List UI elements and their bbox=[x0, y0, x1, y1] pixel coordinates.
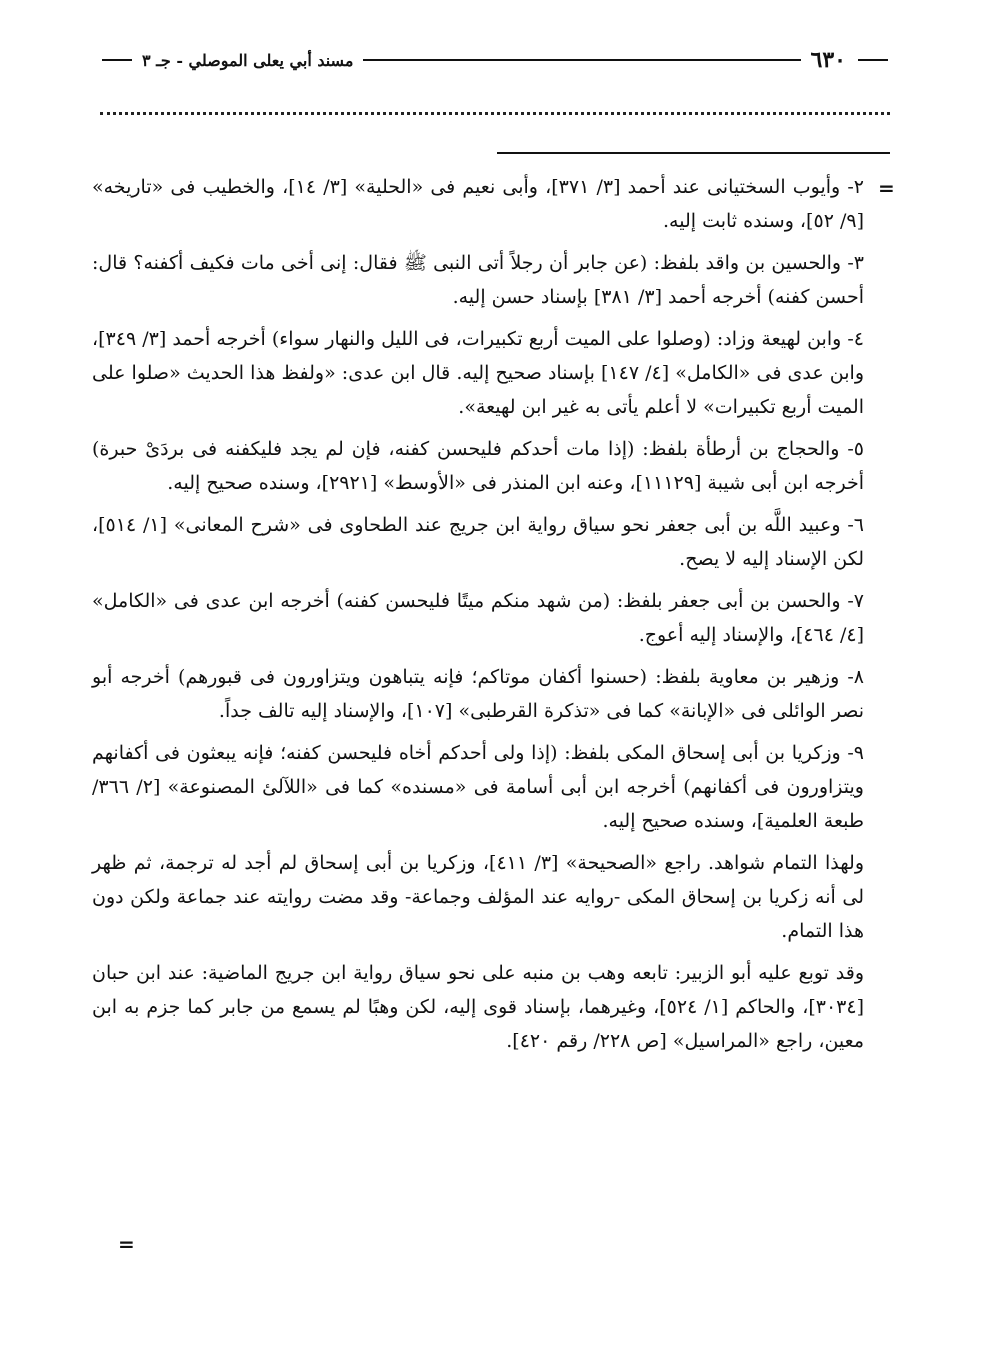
paragraph-6: ٦- وعبيد اللَّه بن أبى جعفر نحو سياق رواية ابن جريج عند الطحاوى فى «شرح المعانى» [١/ ٥١٤]، لكن الإسناد إليه لا يصح. bbox=[92, 514, 864, 570]
paragraph-4: ٤- وابن لهيعة وزاد: (وصلوا على الميت أربع تكبيرات، فى الليل والنهار سواء) أخرجه أحمد [٣/ ٣٤٩]، وابن عدى فى «الكامل» [٤/ ١٤٧] بإسناد صحيح إليه. قال ابن عدى: «ولفظ هذا الحديث «صلوا على الميت أربع تكبيرات» لا أعلم يأتى به غير ابن لهيعة». bbox=[92, 328, 864, 418]
continuation-mark-top: = bbox=[878, 176, 895, 200]
paragraph-8: ٨- وزهير بن معاوية بلفظ: (حسنوا أكفان موتاكم؛ فإنه يتباهون ويتزاورون فى قبورهم) أخرجه أبو نصر الوائلى فى «الإبانة» كما فى «تذكرة القرطبى» [١٠٧]، والإسناد إليه تالف جداً. bbox=[92, 666, 864, 722]
paragraph-3: ٣- والحسين بن واقد بلفظ: (عن جابر أن رجلاً أتى النبى ﷺ فقال: إنى أخى مات فكيف أكفنه؟ قال: أحسن كفنه) أخرجه أحمد [٣/ ٣٨١] بإسناد حسن إليه. bbox=[92, 252, 864, 308]
paragraph-shawahid: ولهذا التمام شواهد. راجع «الصحيحة» [٣/ ٤١١]، وزكريا بن أبى إسحاق لم أجد له ترجمة، ثم ظهر لى أنه زكريا بن إسحاق المكى -روايه عند المؤلف وجماعة- وقد مضت روايته عند جماعة ولكن دون هذا التمام. bbox=[92, 852, 864, 942]
header-rule bbox=[363, 59, 800, 61]
footnote-text bbox=[92, 170, 864, 1066]
paragraph-9: ٩- وزكريا بن أبى إسحاق المكى بلفظ: (إذا ولى أحدكم أخاه فليحسن كفنه؛ فإنه يبعثون فى أكفانهم ويتزاورون فى أكفانهم) أخرجه ابن أبى أسامة فى «مسنده» كما فى «اللآلئ المصنوعة» [٢/ ٣٦٦/ طبعة العلمية]، وسنده صحيح إليه. bbox=[92, 742, 864, 832]
footnote-rule bbox=[497, 152, 890, 154]
paragraph-2: ٢- وأيوب السختيانى عند أحمد [٣/ ٣٧١]، وأبى نعيم فى «الحلية» [٣/ ١٤]، والخطيب فى «تاريخه» [٩/ ٥٢]، وسنده ثابت إليه. bbox=[92, 176, 865, 232]
paragraph-mutaba: وقد توبع عليه أبو الزبير: تابعه وهب بن منبه على نحو سياق رواية ابن جريج الماضية: عند ابن حبان [٣٠٣٤]، والحاكم [١/ ٥٢٤]، وغيرهما، بإسناد قوى إليه، لكن وهبًا لم يسمع من جابر كما جزم به ابن معين، راجع «المراسيل» [ص ٢٢٨/ رقم ٤٢٠]. bbox=[92, 962, 864, 1052]
page-header bbox=[90, 40, 888, 80]
running-title: مسند أبي يعلى الموصلي - جـ ٣ bbox=[142, 50, 354, 70]
paragraph-7: ٧- والحسن بن أبى جعفر بلفظ: (من شهد منكم ميتًا فليحسن كفنه) أخرجه ابن عدى فى «الكامل» [٤/ ٤٦٤]، والإسناد إليه أعوج. bbox=[92, 590, 864, 646]
header-dash bbox=[858, 59, 888, 61]
continuation-mark-bottom: = bbox=[118, 1232, 135, 1256]
paragraph-5: ٥- والحجاج بن أرطأة بلفظ: (إذا مات أحدكم فليحسن كفنه، فإن لم يجد فليكفنه فى بردَىْ حبرة) أخرجه ابن أبى شيبة [١١١٢٩]، وعنه ابن المنذر فى «الأوسط» [٢٩٢١]، وسنده صحيح إليه. bbox=[92, 438, 864, 494]
header-dash-end bbox=[102, 59, 132, 61]
dotted-separator bbox=[100, 112, 890, 115]
page-number: ٦٣٠ bbox=[810, 47, 846, 73]
